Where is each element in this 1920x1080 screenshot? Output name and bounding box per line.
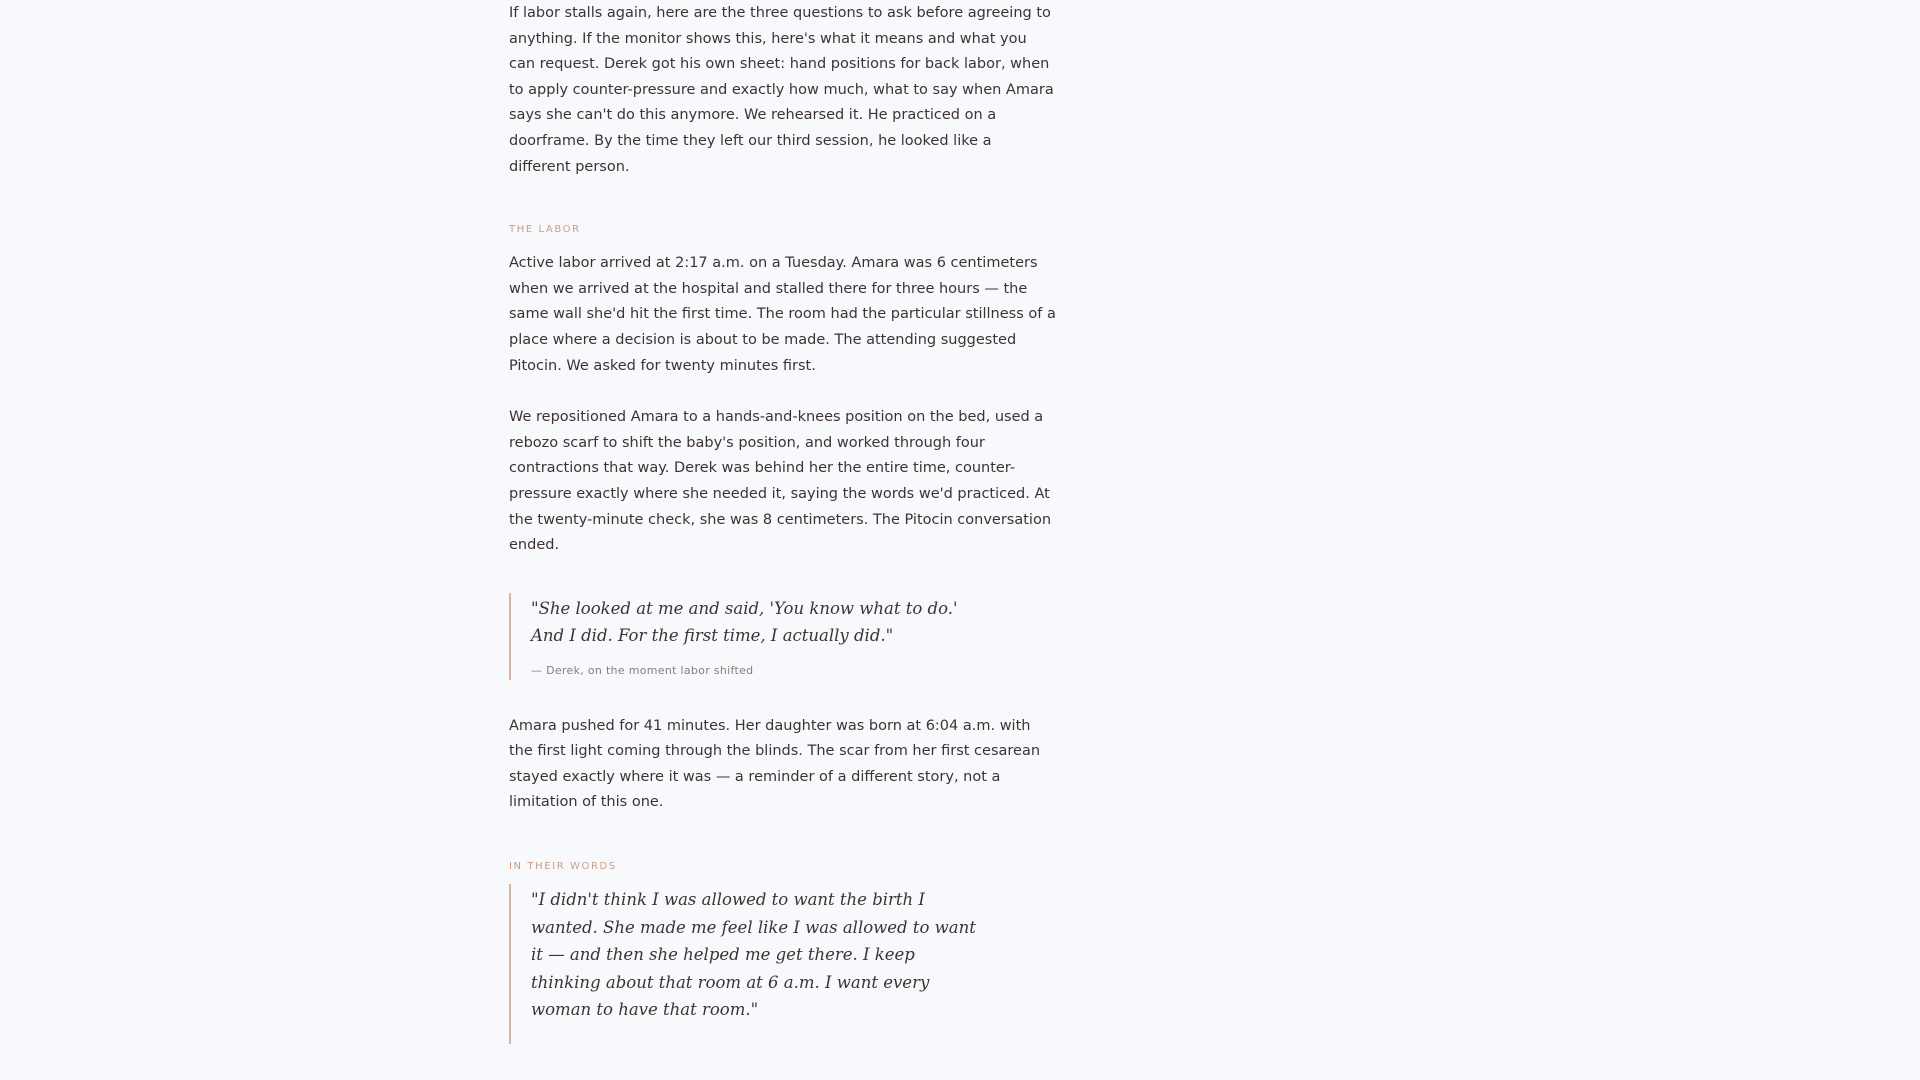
labor-paragraph-2: We repositioned Amara to a hands-and-knees position on the bed, used a rebozo scarf to shift the baby's position, and worked through four contractions that way. Derek was behind her the entire time, counter-pressure exactly where she needed it, saying the words we'd practiced. At the twenty-minute check, she was 8 centimeters. The Pitocin conversation ended.: [509, 409, 1052, 554]
derek-pull-quote: [509, 593, 1057, 680]
derek-quote-attribution: — Derek, on the moment labor shifted: [531, 663, 754, 677]
section-label-the-labor: THE LABOR: [509, 224, 581, 236]
amara-pull-quote: [509, 884, 1057, 1044]
derek-quote-text: "She looked at me and said, 'You know what to do.' And I did. For the first time, I actually did.": [531, 598, 958, 646]
birth-paragraph: Amara pushed for 41 minutes. Her daughter was born at 6:04 a.m. with the first light coming through the blinds. The scar from her first cesarean stayed exactly where it was — a reminder of a different story, not a limitation of this one.: [509, 717, 1041, 811]
labor-paragraph-1: Active labor arrived at 2:17 a.m. on a Tuesday. Amara was 6 centimeters when we arrived at the hospital and stalled there for three hours — the same wall she'd hit the first time. The room had the particular stillness of a place where a decision is about to be made. The attending suggested Pitocin. We asked for twenty minutes first.: [509, 255, 1056, 374]
section-label-in-their-words: IN THEIR WORDS: [509, 861, 617, 873]
article-column: [509, 0, 1057, 1044]
amara-quote-text: "I didn't think I was allowed to want the birth I wanted. She made me feel like I was allowed to want it — and then she helped me get there. I keep thinking about that room at 6 a.m. I want every woman to have that room.": [531, 890, 976, 1020]
intro-continued-paragraph: If labor stalls again, here are the three questions to ask before agreeing to anything. If the monitor shows this, here's what it means and what you can request. Derek got his own sheet: hand positions for back labor, when to apply counter-pressure and exactly how much, what to say when Amara says she can't do this anymore. We rehearsed it. He practiced on a doorframe. By the time they left our third session, he looked like a different person.: [509, 5, 1054, 175]
